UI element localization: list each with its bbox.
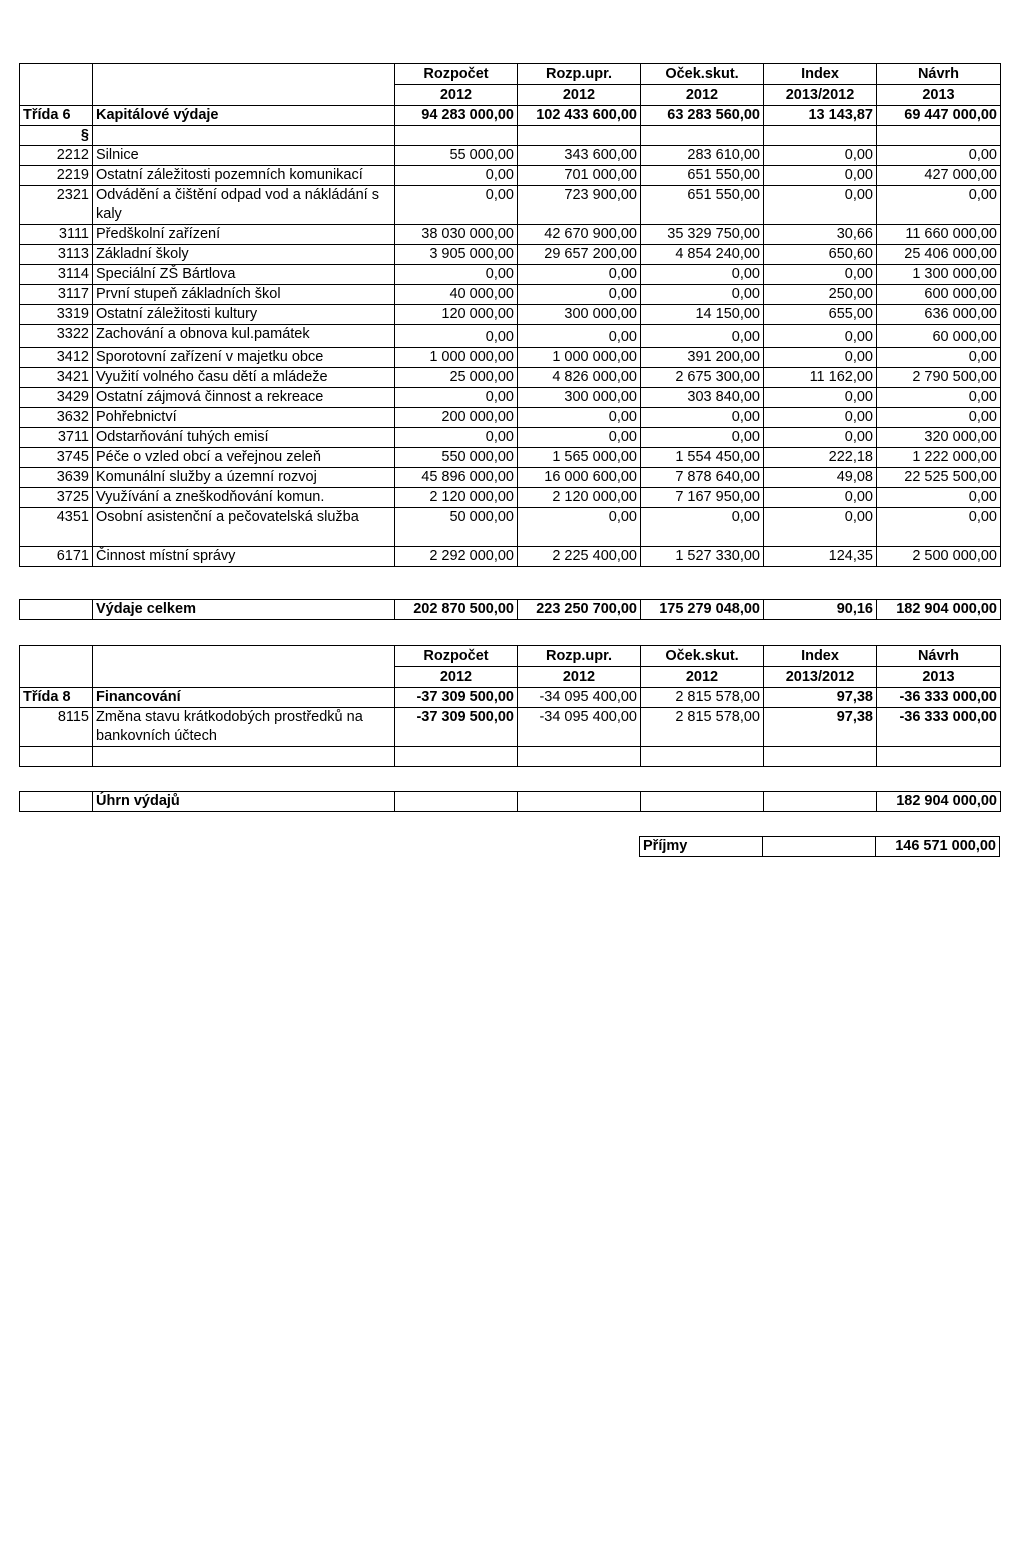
sum-expenses-label: Úhrn výdajů — [93, 792, 395, 812]
row-code: 8115 — [20, 708, 93, 747]
row-code: 3745 — [20, 448, 93, 468]
value-cell: 0,00 — [641, 265, 764, 285]
value-cell: 2 292 000,00 — [395, 547, 518, 567]
value-cell: 14 150,00 — [641, 305, 764, 325]
row-name: Ostatní zájmová činnost a rekreace — [93, 388, 395, 408]
row-code: 3319 — [20, 305, 93, 325]
row-name: Speciální ZŠ Bártlova — [93, 265, 395, 285]
value-cell: 60 000,00 — [877, 325, 1001, 348]
class6-rows — [20, 146, 1001, 567]
value-cell: 1 527 330,00 — [641, 547, 764, 567]
value-cell: 45 896 000,00 — [395, 468, 518, 488]
header-year: 2013 — [877, 85, 1001, 106]
value-cell: 651 550,00 — [641, 166, 764, 186]
value-cell: 0,00 — [877, 146, 1001, 166]
row-name: Silnice — [93, 146, 395, 166]
value-cell: 0,00 — [764, 146, 877, 166]
table-row — [20, 708, 1001, 747]
sum-expenses-table — [19, 791, 1001, 812]
header-ocek-skut: Oček.skut. — [641, 64, 764, 85]
row-code: 3711 — [20, 428, 93, 448]
value-cell: 11 162,00 — [764, 368, 877, 388]
class-code: Třída 6 — [20, 106, 93, 126]
value-cell: 222,18 — [764, 448, 877, 468]
value-cell: 7 878 640,00 — [641, 468, 764, 488]
value-cell: -37 309 500,00 — [395, 708, 518, 747]
row-name: Ostatní záležitosti pozemních komunikací — [93, 166, 395, 186]
value-cell: 0,00 — [764, 166, 877, 186]
table-row — [20, 305, 1001, 325]
value-cell: 2 225 400,00 — [518, 547, 641, 567]
table-row — [20, 468, 1001, 488]
income-table — [639, 836, 1000, 857]
header-year: 2013 — [877, 667, 1001, 688]
value-cell: 550 000,00 — [395, 448, 518, 468]
value-cell: 1 000 000,00 — [518, 348, 641, 368]
value-cell: 0,00 — [877, 488, 1001, 508]
value-cell: 343 600,00 — [518, 146, 641, 166]
value-cell: -37 309 500,00 — [395, 688, 518, 708]
value-cell: 636 000,00 — [877, 305, 1001, 325]
value-cell: 427 000,00 — [877, 166, 1001, 186]
value-cell: 1 222 000,00 — [877, 448, 1001, 468]
row-code: 2212 — [20, 146, 93, 166]
header-year: 2012 — [395, 667, 518, 688]
value-cell: 0,00 — [518, 408, 641, 428]
sum-expenses-value: 182 904 000,00 — [877, 792, 1001, 812]
value-cell: 2 790 500,00 — [877, 368, 1001, 388]
header-rozpocet: Rozpočet — [395, 64, 518, 85]
value-cell: 0,00 — [764, 348, 877, 368]
value-cell: 0,00 — [764, 388, 877, 408]
value-cell: 30,66 — [764, 225, 877, 245]
header-year: 2012 — [395, 85, 518, 106]
value-cell: 50 000,00 — [395, 508, 518, 547]
value-cell: 303 840,00 — [641, 388, 764, 408]
value-cell: 0,00 — [877, 408, 1001, 428]
row-code: 3639 — [20, 468, 93, 488]
value-cell: 300 000,00 — [518, 305, 641, 325]
value-cell: 723 900,00 — [518, 186, 641, 225]
header-year: 2013/2012 — [764, 85, 877, 106]
row-code: 3632 — [20, 408, 93, 428]
value-cell: 102 433 600,00 — [518, 106, 641, 126]
header-row — [20, 646, 1001, 667]
row-code: 3322 — [20, 325, 93, 348]
table-row — [20, 225, 1001, 245]
table-row — [20, 508, 1001, 547]
header-navrh: Návrh — [877, 646, 1001, 667]
value-cell: 0,00 — [395, 186, 518, 225]
value-cell: 0,00 — [518, 285, 641, 305]
value-cell: 0,00 — [518, 325, 641, 348]
header-ocek-skut: Oček.skut. — [641, 646, 764, 667]
row-name: Komunální služby a územní rozvoj — [93, 468, 395, 488]
value-cell: 0,00 — [877, 186, 1001, 225]
row-code: 3725 — [20, 488, 93, 508]
header-rozp-upr: Rozp.upr. — [518, 646, 641, 667]
value-cell: 3 905 000,00 — [395, 245, 518, 265]
row-name: Osobní asistenční a pečovatelská služba — [93, 508, 395, 547]
table-row — [20, 166, 1001, 186]
value-cell: 63 283 560,00 — [641, 106, 764, 126]
row-code: 3114 — [20, 265, 93, 285]
value-cell: 2 675 300,00 — [641, 368, 764, 388]
class6-table — [19, 63, 1001, 567]
table-row — [20, 368, 1001, 388]
header-row — [20, 64, 1001, 85]
value-cell: 300 000,00 — [518, 388, 641, 408]
row-name: Ostatní záležitosti kultury — [93, 305, 395, 325]
header-year: 2012 — [641, 85, 764, 106]
row-code: 3421 — [20, 368, 93, 388]
value-cell: 650,60 — [764, 245, 877, 265]
value-cell: 2 815 578,00 — [641, 708, 764, 747]
value-cell: 250,00 — [764, 285, 877, 305]
total-expenses-label: Výdaje celkem — [93, 600, 395, 620]
value-cell: -34 095 400,00 — [518, 688, 641, 708]
value-cell: 182 904 000,00 — [877, 600, 1001, 620]
value-cell: 0,00 — [395, 166, 518, 186]
value-cell: 0,00 — [764, 488, 877, 508]
value-cell: 1 000 000,00 — [395, 348, 518, 368]
row-name: Předškolní zařízení — [93, 225, 395, 245]
value-cell: 0,00 — [877, 508, 1001, 547]
row-name: Zachování a obnova kul.památek — [93, 325, 395, 348]
value-cell: 16 000 600,00 — [518, 468, 641, 488]
header-rozp-upr: Rozp.upr. — [518, 64, 641, 85]
row-name: Pohřebnictví — [93, 408, 395, 428]
value-cell: 42 670 900,00 — [518, 225, 641, 245]
value-cell: 97,38 — [764, 688, 877, 708]
table-row — [20, 488, 1001, 508]
value-cell: 202 870 500,00 — [395, 600, 518, 620]
paragraph-row — [20, 126, 1001, 146]
header-navrh: Návrh — [877, 64, 1001, 85]
row-code: 3429 — [20, 388, 93, 408]
class-name: Financování — [93, 688, 395, 708]
row-code: 3111 — [20, 225, 93, 245]
value-cell: 90,16 — [764, 600, 877, 620]
table-row — [20, 348, 1001, 368]
table-row — [20, 245, 1001, 265]
class-code: Třída 8 — [20, 688, 93, 708]
value-cell: 1 554 450,00 — [641, 448, 764, 468]
value-cell: 2 815 578,00 — [641, 688, 764, 708]
table-row — [20, 428, 1001, 448]
value-cell: 38 030 000,00 — [395, 225, 518, 245]
value-cell: 2 500 000,00 — [877, 547, 1001, 567]
row-code: 2219 — [20, 166, 93, 186]
value-cell: 25 406 000,00 — [877, 245, 1001, 265]
income-label: Příjmy — [640, 837, 763, 857]
value-cell: 25 000,00 — [395, 368, 518, 388]
class8-table — [19, 645, 1001, 767]
value-cell: 0,00 — [395, 265, 518, 285]
value-cell: 49,08 — [764, 468, 877, 488]
value-cell: 94 283 000,00 — [395, 106, 518, 126]
value-cell: 0,00 — [764, 408, 877, 428]
value-cell: 0,00 — [395, 325, 518, 348]
value-cell: 651 550,00 — [641, 186, 764, 225]
row-code: 4351 — [20, 508, 93, 547]
value-cell: 701 000,00 — [518, 166, 641, 186]
value-cell: 7 167 950,00 — [641, 488, 764, 508]
sum-expenses-row — [20, 792, 1001, 812]
value-cell: 0,00 — [877, 388, 1001, 408]
value-cell: -36 333 000,00 — [877, 688, 1001, 708]
value-cell: 11 660 000,00 — [877, 225, 1001, 245]
table-row — [20, 146, 1001, 166]
header-rozpocet: Rozpočet — [395, 646, 518, 667]
row-name: Sporotovní zařízení v majetku obce — [93, 348, 395, 368]
value-cell: 600 000,00 — [877, 285, 1001, 305]
paragraph-symbol: § — [20, 126, 93, 146]
row-code: 3412 — [20, 348, 93, 368]
table-row — [20, 547, 1001, 567]
row-code: 2321 — [20, 186, 93, 225]
header-index: Index — [764, 646, 877, 667]
value-cell: 4 854 240,00 — [641, 245, 764, 265]
value-cell: 0,00 — [395, 388, 518, 408]
table-row — [20, 186, 1001, 225]
table-row — [20, 285, 1001, 305]
value-cell: 200 000,00 — [395, 408, 518, 428]
header-year: 2012 — [518, 85, 641, 106]
value-cell: 4 826 000,00 — [518, 368, 641, 388]
value-cell: 22 525 500,00 — [877, 468, 1001, 488]
value-cell: 97,38 — [764, 708, 877, 747]
value-cell: 283 610,00 — [641, 146, 764, 166]
header-year: 2013/2012 — [764, 667, 877, 688]
value-cell: 0,00 — [764, 186, 877, 225]
row-name: Činnost místní správy — [93, 547, 395, 567]
row-code: 3117 — [20, 285, 93, 305]
total-expenses-table — [19, 599, 1001, 620]
value-cell: 0,00 — [764, 508, 877, 547]
class-name: Kapitálové výdaje — [93, 106, 395, 126]
empty-row — [20, 747, 1001, 767]
value-cell: 0,00 — [764, 428, 877, 448]
row-code: 3113 — [20, 245, 93, 265]
value-cell: 0,00 — [641, 408, 764, 428]
income-row — [640, 837, 1000, 857]
value-cell: 0,00 — [641, 325, 764, 348]
value-cell: -34 095 400,00 — [518, 708, 641, 747]
header-index: Index — [764, 64, 877, 85]
value-cell: 2 120 000,00 — [518, 488, 641, 508]
header-year: 2012 — [518, 667, 641, 688]
value-cell: 120 000,00 — [395, 305, 518, 325]
value-cell: 55 000,00 — [395, 146, 518, 166]
value-cell: 0,00 — [641, 285, 764, 305]
value-cell: 0,00 — [395, 428, 518, 448]
value-cell: 1 565 000,00 — [518, 448, 641, 468]
row-name: Základní školy — [93, 245, 395, 265]
value-cell: 0,00 — [877, 348, 1001, 368]
value-cell: 0,00 — [518, 508, 641, 547]
value-cell: 35 329 750,00 — [641, 225, 764, 245]
value-cell: 655,00 — [764, 305, 877, 325]
value-cell: 0,00 — [641, 508, 764, 547]
income-value: 146 571 000,00 — [876, 837, 1000, 857]
value-cell: 69 447 000,00 — [877, 106, 1001, 126]
row-code: 6171 — [20, 547, 93, 567]
value-cell: 0,00 — [518, 265, 641, 285]
value-cell: 13 143,87 — [764, 106, 877, 126]
row-name: Využívání a zneškodňování komun. — [93, 488, 395, 508]
value-cell: 0,00 — [641, 428, 764, 448]
table-row — [20, 265, 1001, 285]
table-row — [20, 325, 1001, 348]
value-cell: -36 333 000,00 — [877, 708, 1001, 747]
value-cell: 223 250 700,00 — [518, 600, 641, 620]
row-name: Odstarňování tuhých emisí — [93, 428, 395, 448]
class-row — [20, 688, 1001, 708]
value-cell: 175 279 048,00 — [641, 600, 764, 620]
row-name: První stupeň základních škol — [93, 285, 395, 305]
row-name: Využití volného času dětí a mládeže — [93, 368, 395, 388]
row-name: Odvádění a čištění odpad vod a nákládání s kaly — [93, 186, 395, 225]
table-row — [20, 388, 1001, 408]
value-cell: 40 000,00 — [395, 285, 518, 305]
value-cell: 2 120 000,00 — [395, 488, 518, 508]
value-cell: 0,00 — [764, 325, 877, 348]
table-row — [20, 448, 1001, 468]
value-cell: 0,00 — [518, 428, 641, 448]
value-cell: 320 000,00 — [877, 428, 1001, 448]
value-cell: 29 657 200,00 — [518, 245, 641, 265]
total-expenses-row — [20, 600, 1001, 620]
row-name: Péče o vzled obcí a veřejnou zeleň — [93, 448, 395, 468]
value-cell: 1 300 000,00 — [877, 265, 1001, 285]
value-cell: 124,35 — [764, 547, 877, 567]
value-cell: 0,00 — [764, 265, 877, 285]
row-name: Změna stavu krátkodobých prostředků na bankovních účtech — [93, 708, 395, 747]
header-year: 2012 — [641, 667, 764, 688]
class-row — [20, 106, 1001, 126]
table-row — [20, 408, 1001, 428]
value-cell: 391 200,00 — [641, 348, 764, 368]
